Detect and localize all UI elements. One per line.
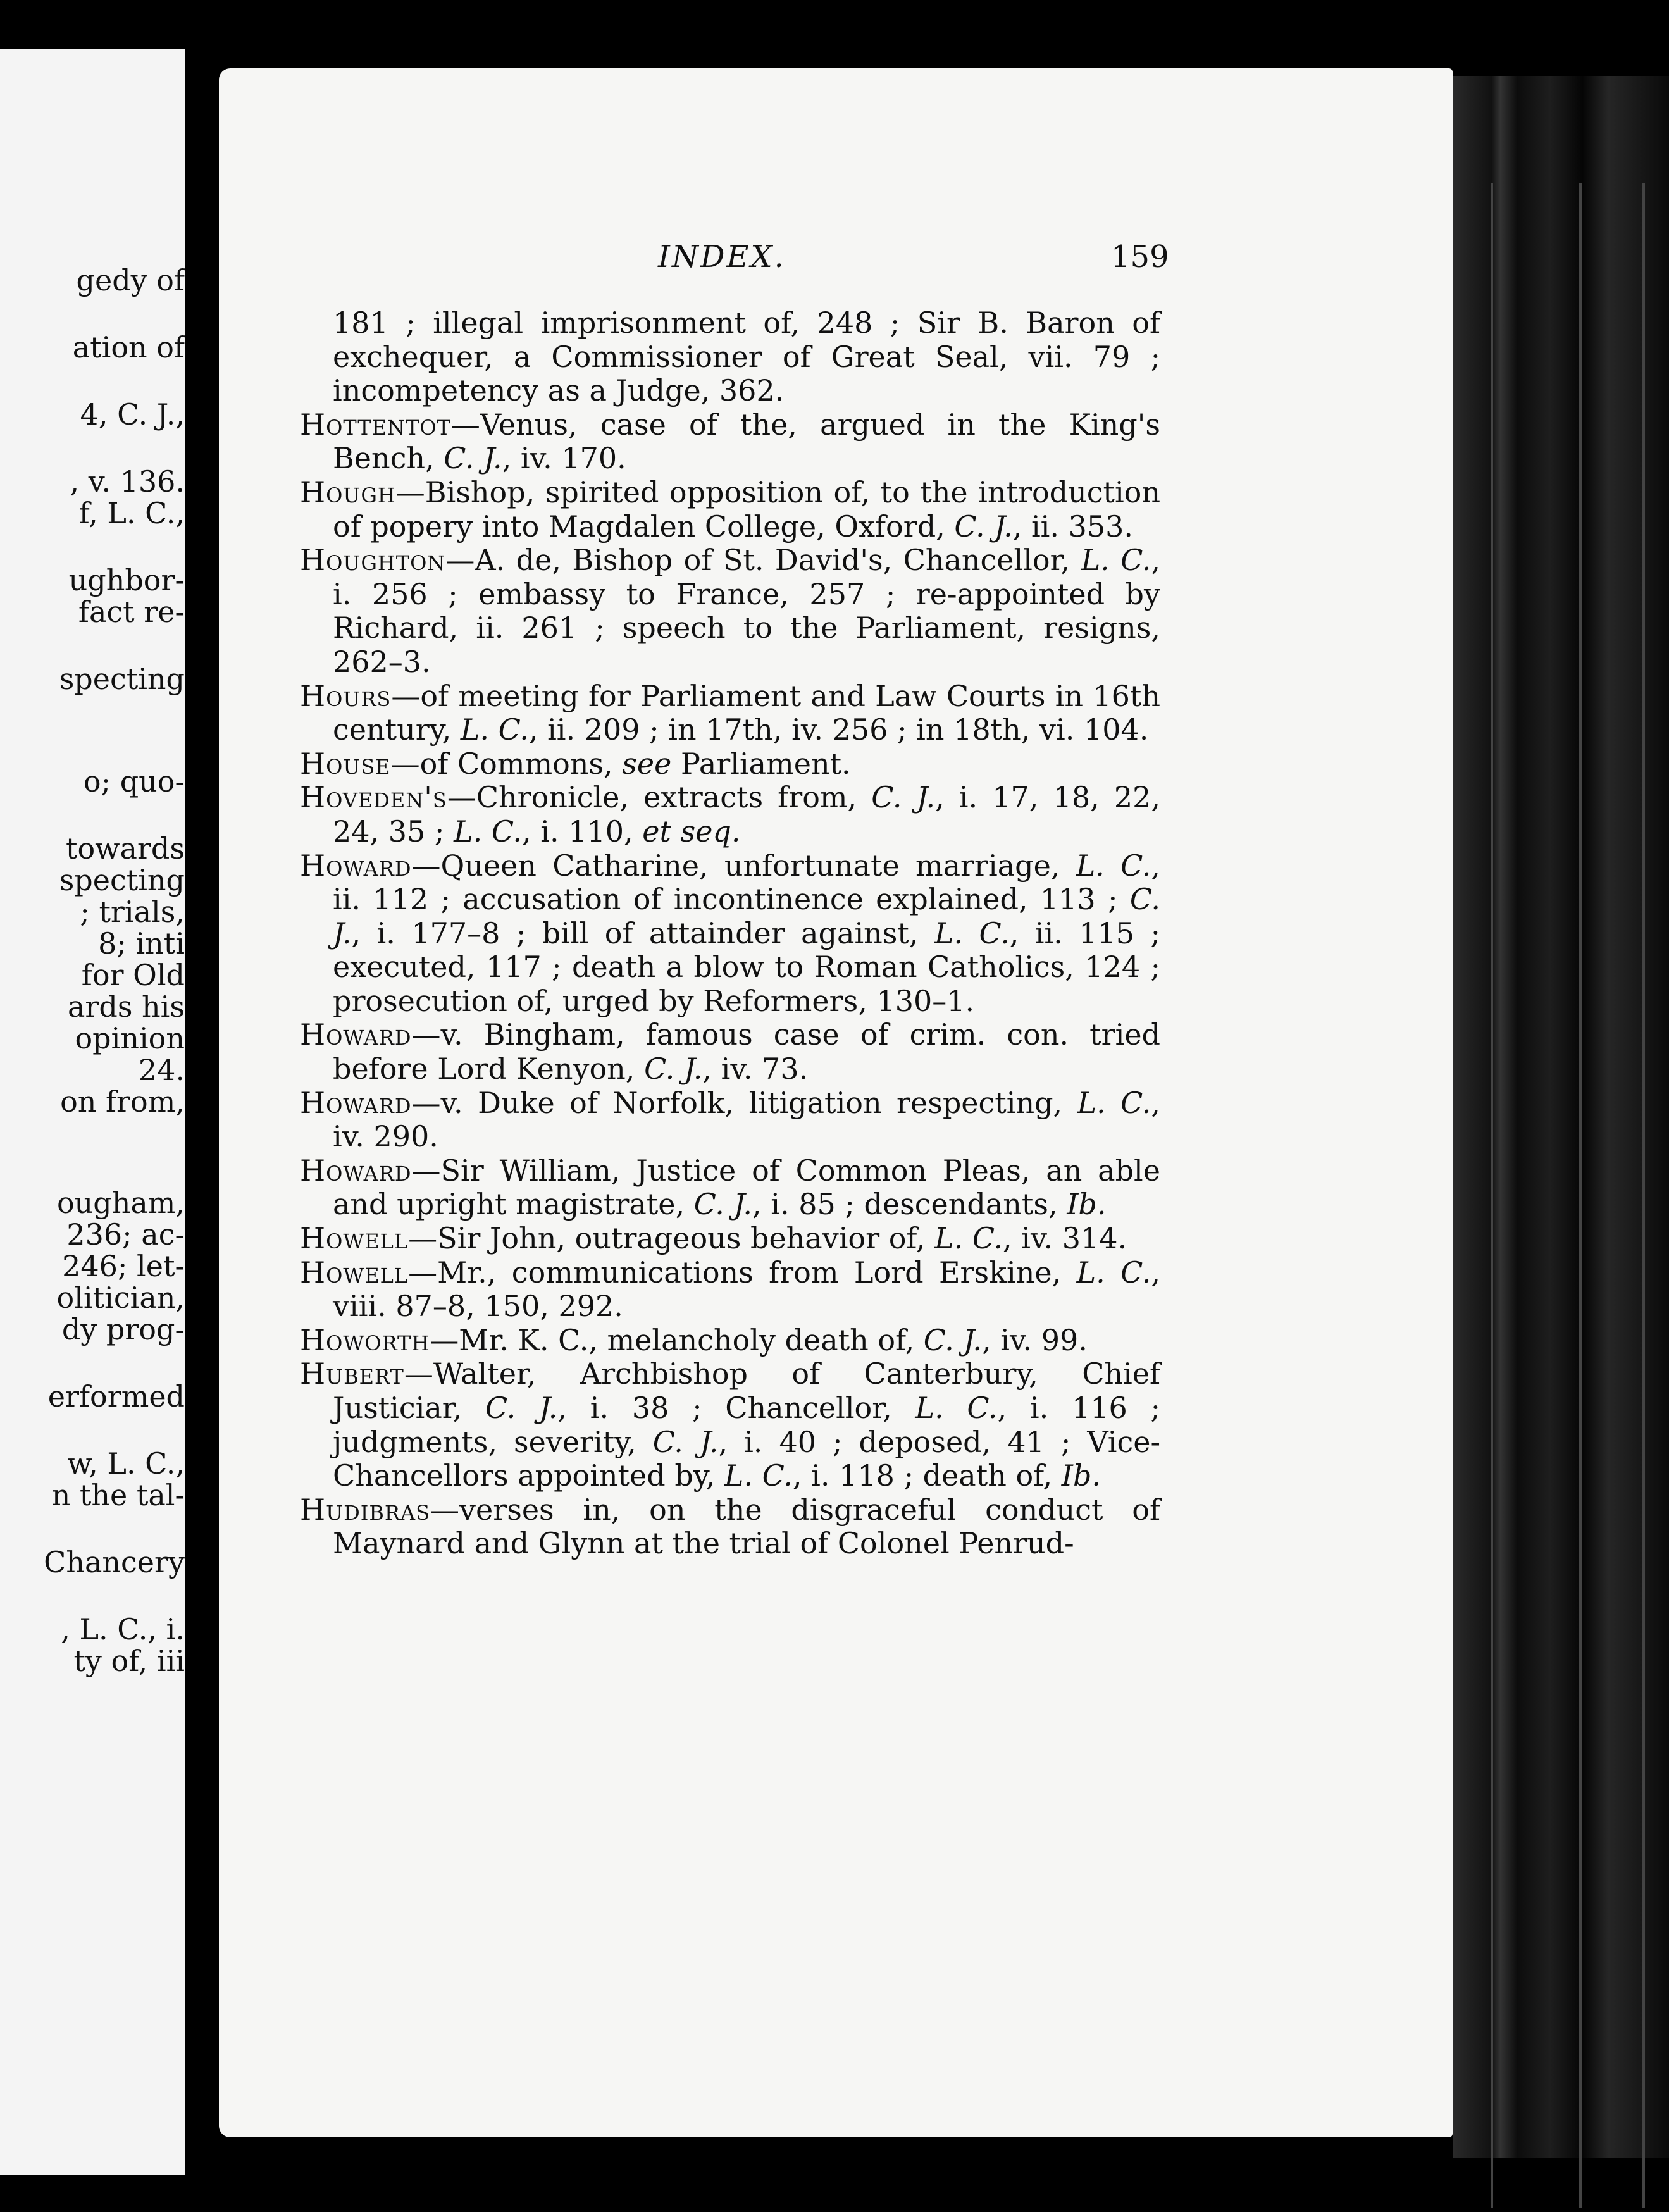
- facing-page-line: ; trials,: [80, 895, 185, 929]
- index-entry-text: —A. de, Bishop of St. David's, Chancellor, L. C., i. 256 ; embassy to France, 257 ; re-appointed by Richard, ii. 261 ; speech to the Parliament, resigns, 262–3.: [333, 543, 1160, 679]
- index-entry-text: —Queen Catharine, unfortunate marriage, L. C., ii. 112 ; accusation of incontinence explained, 113 ; C. J., i. 177–8 ; bill of attainder against, L. C., ii. 115 ; executed, 117 ; death a blow to Roman Catholics, 124 ; prosecution of, urged by Reformers, 130–1.: [333, 848, 1160, 1018]
- facing-page-line: o; quo-: [83, 764, 185, 798]
- facing-page-line: w, L. C.,: [67, 1446, 185, 1481]
- index-entry-heading: Hours: [300, 678, 392, 713]
- index-entry: [300, 1086, 1160, 1154]
- index-entry-text: —v. Duke of Norfolk, litigation respecting, L. C., iv. 290.: [333, 1085, 1160, 1154]
- index-entry-text: —verses in, on the disgraceful conduct of Maynard and Glynn at the trial of Colonel Penrud-: [333, 1492, 1160, 1561]
- page-number: 159: [1111, 239, 1169, 275]
- index-entry-heading: Houghton: [300, 543, 446, 578]
- index-entry-text: —of meeting for Parliament and Law Courts in 16th century, L. C., ii. 209 ; in 17th, iv. 256 ; in 18th, vi. 104.: [333, 678, 1160, 747]
- index-entry-text: —Mr., communications from Lord Erskine, L. C., viii. 87–8, 150, 292.: [333, 1255, 1160, 1324]
- index-entry-heading: Howell: [300, 1221, 409, 1256]
- index-entry-heading: Howell: [300, 1255, 409, 1289]
- index-entry: [300, 544, 1160, 679]
- index-entry-heading: Howard: [300, 848, 412, 883]
- index-entry: [300, 849, 1160, 1019]
- page-edge-line: [1642, 183, 1645, 2208]
- facing-page-line: fact re-: [78, 595, 185, 629]
- index-entry: [300, 1324, 1160, 1358]
- index-entry: [300, 680, 1160, 747]
- facing-page-line: ards his: [67, 990, 185, 1024]
- facing-page-line: , L. C., i.: [61, 1612, 185, 1646]
- index-entry: [300, 1256, 1160, 1324]
- index-entry: [300, 1222, 1160, 1256]
- page-edge-line: [1579, 183, 1582, 2208]
- facing-page-line: olitician,: [56, 1281, 185, 1315]
- facing-page-line: on from,: [60, 1084, 185, 1119]
- facing-page-line: ty of, iii: [73, 1644, 185, 1678]
- index-entry-heading: Howorth: [300, 1322, 430, 1357]
- index-entry-text: —Sir William, Justice of Common Pleas, an able and upright magistrate, C. J., i. 85 ; descendants, Ib.: [333, 1153, 1160, 1222]
- index-entry-heading: Hudibras: [300, 1492, 431, 1527]
- facing-page-line: ougham,: [56, 1186, 185, 1220]
- facing-page-line: specting: [59, 863, 185, 897]
- facing-page-line: f, L. C.,: [78, 496, 185, 530]
- index-entry-heading: Howard: [300, 1017, 412, 1052]
- index-entry-text: —Sir John, outrageous behavior of, L. C., iv. 314.: [408, 1221, 1127, 1256]
- facing-page-line: erformed: [47, 1379, 185, 1414]
- facing-page-line: ation of: [72, 330, 185, 364]
- book-gutter: [185, 0, 221, 2212]
- index-entry-heading: House: [300, 746, 391, 781]
- index-entry-text: —v. Bingham, famous case of crim. con. tried before Lord Kenyon, C. J., iv. 73.: [333, 1017, 1160, 1086]
- index-entry-text: —Venus, case of the, argued in the King's Bench, C. J., iv. 170.: [333, 407, 1160, 476]
- index-entry: [300, 408, 1160, 476]
- facing-page-line: 24.: [138, 1053, 185, 1087]
- facing-page-line: , v. 136.: [70, 464, 185, 499]
- index-entry: [300, 747, 1160, 781]
- running-head-title: INDEX.: [658, 239, 786, 275]
- facing-page-line: 8; inti: [98, 926, 185, 960]
- index-entry-text: —Walter, Archbishop of Canterbury, Chief Justiciar, C. J., i. 38 ; Chancellor, L. C., i. 116 ; judgments, severity, C. J., i. 40 ; deposed, 41 ; Vice-Chancellors appointed by, L. C., i. 118 ; death of, Ib.: [333, 1357, 1161, 1493]
- index-entry: [300, 1493, 1160, 1561]
- facing-page-line: for Old: [81, 958, 185, 992]
- index-entry-heading: Hough: [300, 475, 396, 509]
- facing-page-line: 4, C. J.,: [80, 397, 185, 432]
- index-entry: [300, 476, 1160, 544]
- index-entry-text: —Chronicle, extracts from, C. J., i. 17, 18, 22, 24, 35 ; L. C., i. 110, et seq.: [333, 780, 1160, 848]
- index-entry: [300, 781, 1160, 848]
- index-entry-text: —of Commons, see Parliament.: [390, 746, 851, 781]
- facing-page-line: Chancery: [44, 1545, 185, 1579]
- index-entry-text: 181 ; illegal imprisonment of, 248 ; Sir B. Baron of exchequer, a Commissioner of Great Seal, vii. 79 ; incompetency as a Judge, 362.: [333, 306, 1160, 408]
- index-entry-heading: Hottentot: [300, 407, 451, 442]
- index-entry-text: —Mr. K. C., melancholy death of, C. J., iv. 99.: [430, 1322, 1088, 1357]
- facing-page-line: gedy of: [76, 263, 185, 297]
- facing-page-line: ughbor-: [68, 563, 185, 597]
- index-entry: [300, 1018, 1160, 1086]
- index-entry-heading: Hubert: [300, 1357, 404, 1391]
- facing-page-line: 246; let-: [62, 1249, 185, 1283]
- index-entry-heading: Howard: [300, 1085, 412, 1120]
- index-entry-heading: Hoveden's: [300, 780, 447, 815]
- index-entry-text: —Bishop, spirited opposition of, to the introduction of popery into Magdalen College, Oxford, C. J., ii. 353.: [333, 475, 1160, 544]
- index-entry: [300, 1357, 1160, 1493]
- facing-page-line: towards: [65, 831, 185, 866]
- book-page-edges: [1453, 76, 1669, 2158]
- index-entry-heading: Howard: [300, 1153, 412, 1188]
- index-entry: [300, 306, 1160, 408]
- facing-page-line: n the tal-: [51, 1478, 185, 1512]
- page-edge-line: [1491, 183, 1493, 2208]
- facing-page-line: dy prog-: [61, 1312, 185, 1346]
- facing-page-line: opinion: [75, 1021, 185, 1055]
- facing-page-line: 236; ac-: [66, 1217, 185, 1252]
- index-entry: [300, 1154, 1160, 1222]
- facing-page-line: specting: [59, 662, 185, 696]
- index-entries: [300, 306, 1160, 1561]
- facing-page-left: [0, 49, 185, 2175]
